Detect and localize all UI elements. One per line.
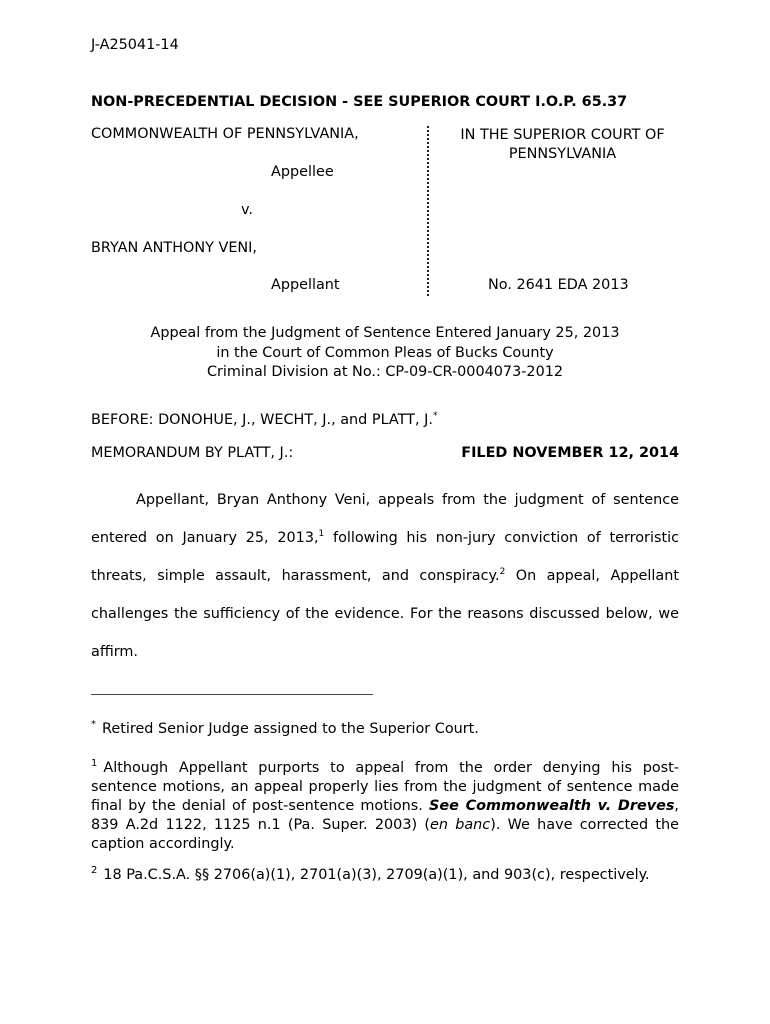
footnote-2-text: 18 Pa.C.S.A. §§ 2706(a)(1), 2701(a)(3), 2709(a)(1), and 903(c), respectively. xyxy=(103,867,650,883)
memorandum-author: MEMORANDUM BY PLATT, J.: xyxy=(91,445,294,461)
footnote-mark-1: 1 xyxy=(91,758,98,770)
caption-divider xyxy=(427,126,429,296)
paragraph-text-c: On appeal, Appellant challenges the sufficiency of the evidence. For the reasons discussed below, we affirm. xyxy=(91,568,679,660)
footnote-2 xyxy=(91,866,679,885)
footnote-1-text-a: Although Appellant purports to appeal from the order denying his post-sentence motions, an appeal properly lies from the judgment of sentence made final by the denial of post-sentence motions. xyxy=(91,760,679,814)
paragraph-text-a: Appellant, Bryan Anthony Veni, appeals from the judgment of sentence entered on January 25, 2013, xyxy=(91,492,679,546)
opinion-body xyxy=(91,481,679,671)
panel-judges: BEFORE: DONOHUE, J., WECHT, J., and PLATT, J. xyxy=(91,412,433,428)
party-appellee-role: Appellee xyxy=(271,164,334,180)
appeal-line-1: Appeal from the Judgment of Sentence Entered January 25, 2013 xyxy=(150,325,620,341)
versus-label: v. xyxy=(241,202,253,218)
case-number: No. 2641 EDA 2013 xyxy=(488,277,629,293)
footnote-ref-star: * xyxy=(432,411,438,422)
party-appellee-name: COMMONWEALTH OF PENNSYLVANIA, xyxy=(91,126,359,142)
footnote-1 xyxy=(91,759,679,854)
footnote-1-text-c: ). We have corrected the caption accordingly. xyxy=(91,817,679,852)
footnote-star-text: Retired Senior Judge assigned to the Superior Court. xyxy=(102,721,479,737)
footnote-mark-2: 2 xyxy=(91,865,98,877)
footnote-ref-2: 2 xyxy=(499,567,506,578)
paragraph-text-b: following his non-jury conviction of terroristic threats, simple assault, harassment, and conspiracy. xyxy=(91,530,679,584)
appeal-from-block xyxy=(91,324,679,383)
panel-line xyxy=(91,412,437,428)
footnote-separator xyxy=(91,694,373,695)
party-appellant-role: Appellant xyxy=(271,277,340,293)
filed-date: FILED NOVEMBER 12, 2014 xyxy=(461,445,679,461)
footnote-mark-star: * xyxy=(91,719,96,731)
party-appellant-name: BRYAN ANTHONY VENI, xyxy=(91,240,258,256)
footnote-1-text-b: , 839 A.2d 1122, 1125 n.1 (Pa. Super. 2003) ( xyxy=(91,798,679,833)
footnote-1-en-banc: en banc xyxy=(429,817,491,833)
appeal-line-2: in the Court of Common Pleas of Bucks County xyxy=(216,344,554,361)
footnote-star xyxy=(91,720,679,739)
court-name: IN THE SUPERIOR COURT OF PENNSYLVANIA xyxy=(460,127,665,162)
opinion-paragraph xyxy=(91,481,679,671)
docket-number: J-A25041-14 xyxy=(91,37,179,53)
footnote-ref-1: 1 xyxy=(318,529,325,540)
non-precedential-banner: NON-PRECEDENTIAL DECISION - SEE SUPERIOR COURT I.O.P. 65.37 xyxy=(91,94,628,110)
appeal-line-3: Criminal Division at No.: CP-09-CR-0004073-2012 xyxy=(206,364,564,380)
footnote-1-citation: See Commonwealth v. Dreves xyxy=(429,798,675,814)
